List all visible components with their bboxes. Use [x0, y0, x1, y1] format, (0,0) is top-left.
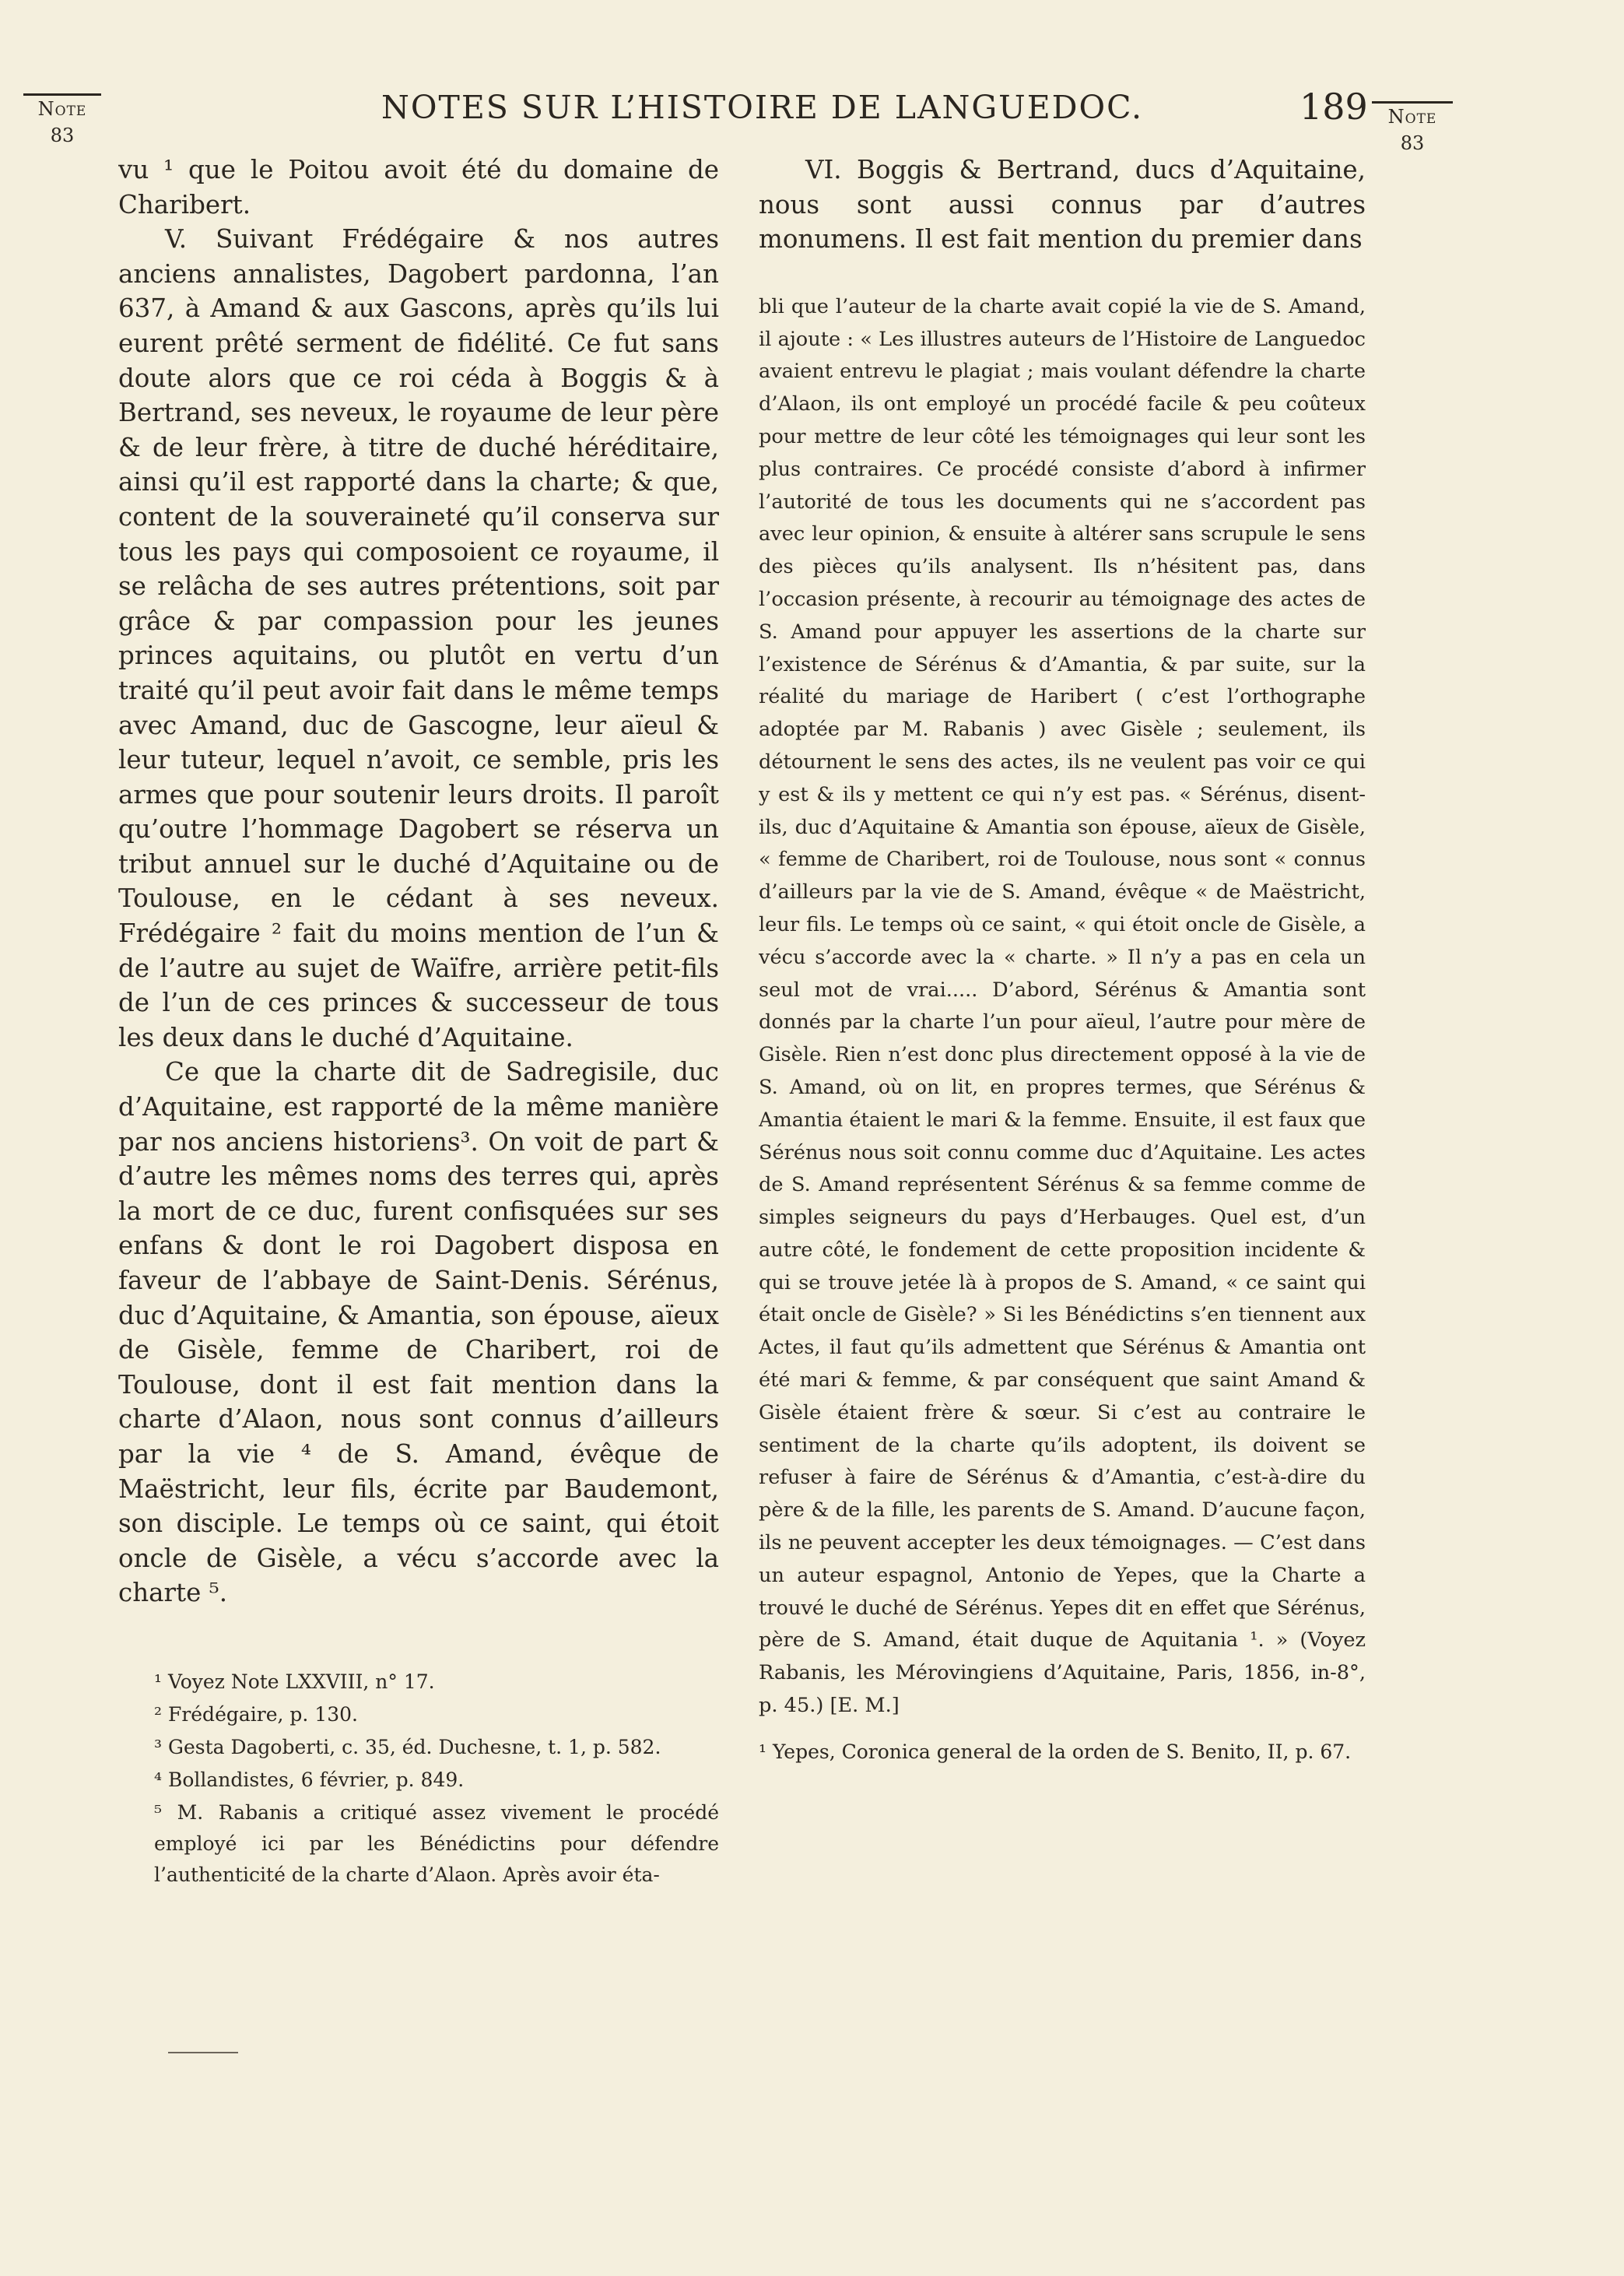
footnote: ¹ Voyez Note LXXVIII, n° 17.	[154, 1670, 435, 1693]
paragraph: VI. Boggis & Bertrand, ducs d’Aquitaine, nous sont aussi connus par d’autres monumens. Il est fait mention du premier dans	[759, 155, 1366, 255]
footnote: ² Frédégaire, p. 130.	[154, 1702, 358, 1726]
editor-note-text: bli que l’auteur de la charte avait copié la vie de S. Amand, il ajoute : « Les illustres auteurs de l’Histoire de Languedoc avaient entrevu le plagiat ; mais voulant défendre la charte d’Alaon, ils ont employé un procédé facile & peu coûteux pour mettre de leur côté les témoignages qui leur sont les plus contraires. Ce procédé consiste d’abord à infirmer l’autorité de tous les documents qui ne s’accordent pas avec leur opinion, & ensuite à altérer sans scrupule le sens des pièces qu’ils analysent. Ils n’hésitent pas, dans l’occasion présente, à recourir au témoignage des actes de S. Amand pour appuyer les assertions de la charte sur l’existence de Sérénus & d’Amantia, & par suite, sur la réalité du mariage de Haribert ( c’est l’orthographe adoptée par M. Rabanis ) avec Gisèle ; seulement, ils détournent le sens des actes, ils ne veulent pas voir ce qui y est & ils y mettent ce qui n’y est pas. « Sérénus, disent-ils, duc d’Aquitaine & Amantia son épouse, aïeux de Gisèle, « femme de Charibert, roi de Toulouse, nous sont « connus d’ailleurs par la vie de S. Amand, évêque « de Maëstricht, leur fils. Le temps où ce saint, « qui étoit oncle de Gisèle, a vécu s’accorde avec la « charte. » Il n’y a pas en cela un seul mot de vrai..... D’abord, Sérénus & Amantia sont donnés par la charte l’un pour aïeul, l’autre pour mère de Gisèle. Rien n’est donc plus directement opposé à la vie de S. Amand, où on lit, en propres termes, que Sérénus & Amantia étaient le mari & la femme. Ensuite, il est faux que Sérénus nous soit connu comme duc d’Aquitaine. Les actes de S. Amand représentent Sérénus & sa femme comme de simples seigneurs du pays d’Herbauges. Quel est, d’un autre côté, le fondement de cette proposition incidente & qui se trouve jetée là à propos de S. Amand, « ce saint qui était oncle de Gisèle? » Si les Bénédictins s’en tiennent aux Actes, il faut qu’ils admettent que Sérénus & Amantia ont été mari & femme, & par conséquent que saint Amand & Gisèle étaient frère & sœur. Si c’est au contraire le sentiment de la charte qu’ils adoptent, ils doivent se refuser à faire de Sérénus & d’Amantia, c’est-à-dire du père & de la fille, les parents de S. Amand. D’aucune façon, ils ne peuvent accepter les deux témoignages. — C’est dans un auteur espagnol, Antonio de Yepes, que la Charte a trouvé le duché de Sérénus. Yepes dit en effet que Sérénus, père de S. Amand, était duque de Aquitania ¹. » (Voyez Rabanis, les Mérovingiens d’Aquitaine, Paris, 1856, in-8°, p. 45.) [E. M.]	[759, 294, 1366, 1718]
footnote: ⁴ Bollandistes, 6 février, p. 849.	[154, 1768, 465, 1791]
running-title: NOTES SUR L’HISTOIRE DE LANGUEDOC.	[381, 89, 1144, 126]
footnote-end-rule	[168, 2052, 238, 2053]
margin-note-number: 83	[1400, 132, 1425, 154]
footnotes	[118, 1667, 719, 1891]
footnote: ³ Gesta Dagoberti, c. 35, éd. Duchesne, t. 1, p. 582.	[154, 1735, 661, 1758]
paragraph: V. Suivant Frédégaire & nos autres anciens annalistes, Dagobert pardonna, l’an 637, à Amand & aux Gascons, après qu’ils lui eurent prêté serment de fidélité. Ce fut sans doute alors que ce roi céda à Boggis & à Bertrand, ses neveux, le royaume de leur père & de leur frère, à titre de duché héréditaire, ainsi qu’il est rapporté dans la charte; & que, content de la souveraineté qu’il conserva sur tous les pays qui composoient ce royaume, il se relâcha de ses autres prétentions, soit par grâce & par compassion pour les jeunes princes aquitains, ou plutôt en vertu d’un traité qu’il peut avoir fait dans le même temps avec Amand, duc de Gascogne, leur aïeul & leur tuteur, lequel n’avoit, ce semble, pris les armes que pour soutenir leurs droits. Il paroît qu’outre l’hommage Dagobert se réserva un tribut annuel sur le duché d’Aquitaine ou de Toulouse, en le cédant à ses neveux. Frédégaire ² fait du moins mention de l’un & de l’autre au sujet de Waïfre, arrière petit-fils de l’un de ces princes & successeur de tous les deux dans le duché d’Aquitaine.	[118, 224, 719, 1052]
margin-note-label: Note	[37, 98, 87, 120]
right-footnote	[759, 1737, 1366, 1768]
left-column	[118, 153, 719, 1892]
paragraph: vu ¹ que le Poitou avoit été du domaine de Charibert.	[118, 155, 719, 220]
right-column	[759, 153, 1366, 1768]
editor-note	[759, 291, 1366, 1723]
left-body-text	[118, 153, 719, 1610]
margin-note-label: Note	[1387, 106, 1437, 128]
footnote: ⁵ M. Rabanis a critiqué assez vivement le procédé employé ici par les Bénédictins pour défendre l’authenticité de la charte d’Alaon. Après avoir éta-	[154, 1800, 719, 1886]
margin-note-right	[1372, 101, 1453, 156]
page-number: 189	[1300, 86, 1368, 128]
right-body-text	[759, 153, 1366, 257]
footnote: ¹ Yepes, Coronica general de la orden de S. Benito, II, p. 67.	[759, 1740, 1352, 1763]
margin-note-number: 83	[50, 125, 75, 146]
paragraph: Ce que la charte dit de Sadregisile, duc d’Aquitaine, est rapporté de la même manière par nos anciens historiens³. On voit de part & d’autre les mêmes noms des terres qui, après la mort de ce duc, furent confisquées sur ses enfans & dont le roi Dagobert disposa en faveur de l’abbaye de Saint-Denis. Sérénus, duc d’Aquitaine, & Amantia, son épouse, aïeux de Gisèle, femme de Charibert, roi de Toulouse, dont il est fait mention dans la charte d’Alaon, nous sont connus d’ailleurs par la vie ⁴ de S. Amand, évêque de Maëstricht, leur fils, écrite par Baudemont, son disciple. Le temps où ce saint, qui étoit oncle de Gisèle, a vécu s’accorde avec la charte ⁵.	[118, 1057, 719, 1608]
margin-note-left	[23, 93, 101, 149]
